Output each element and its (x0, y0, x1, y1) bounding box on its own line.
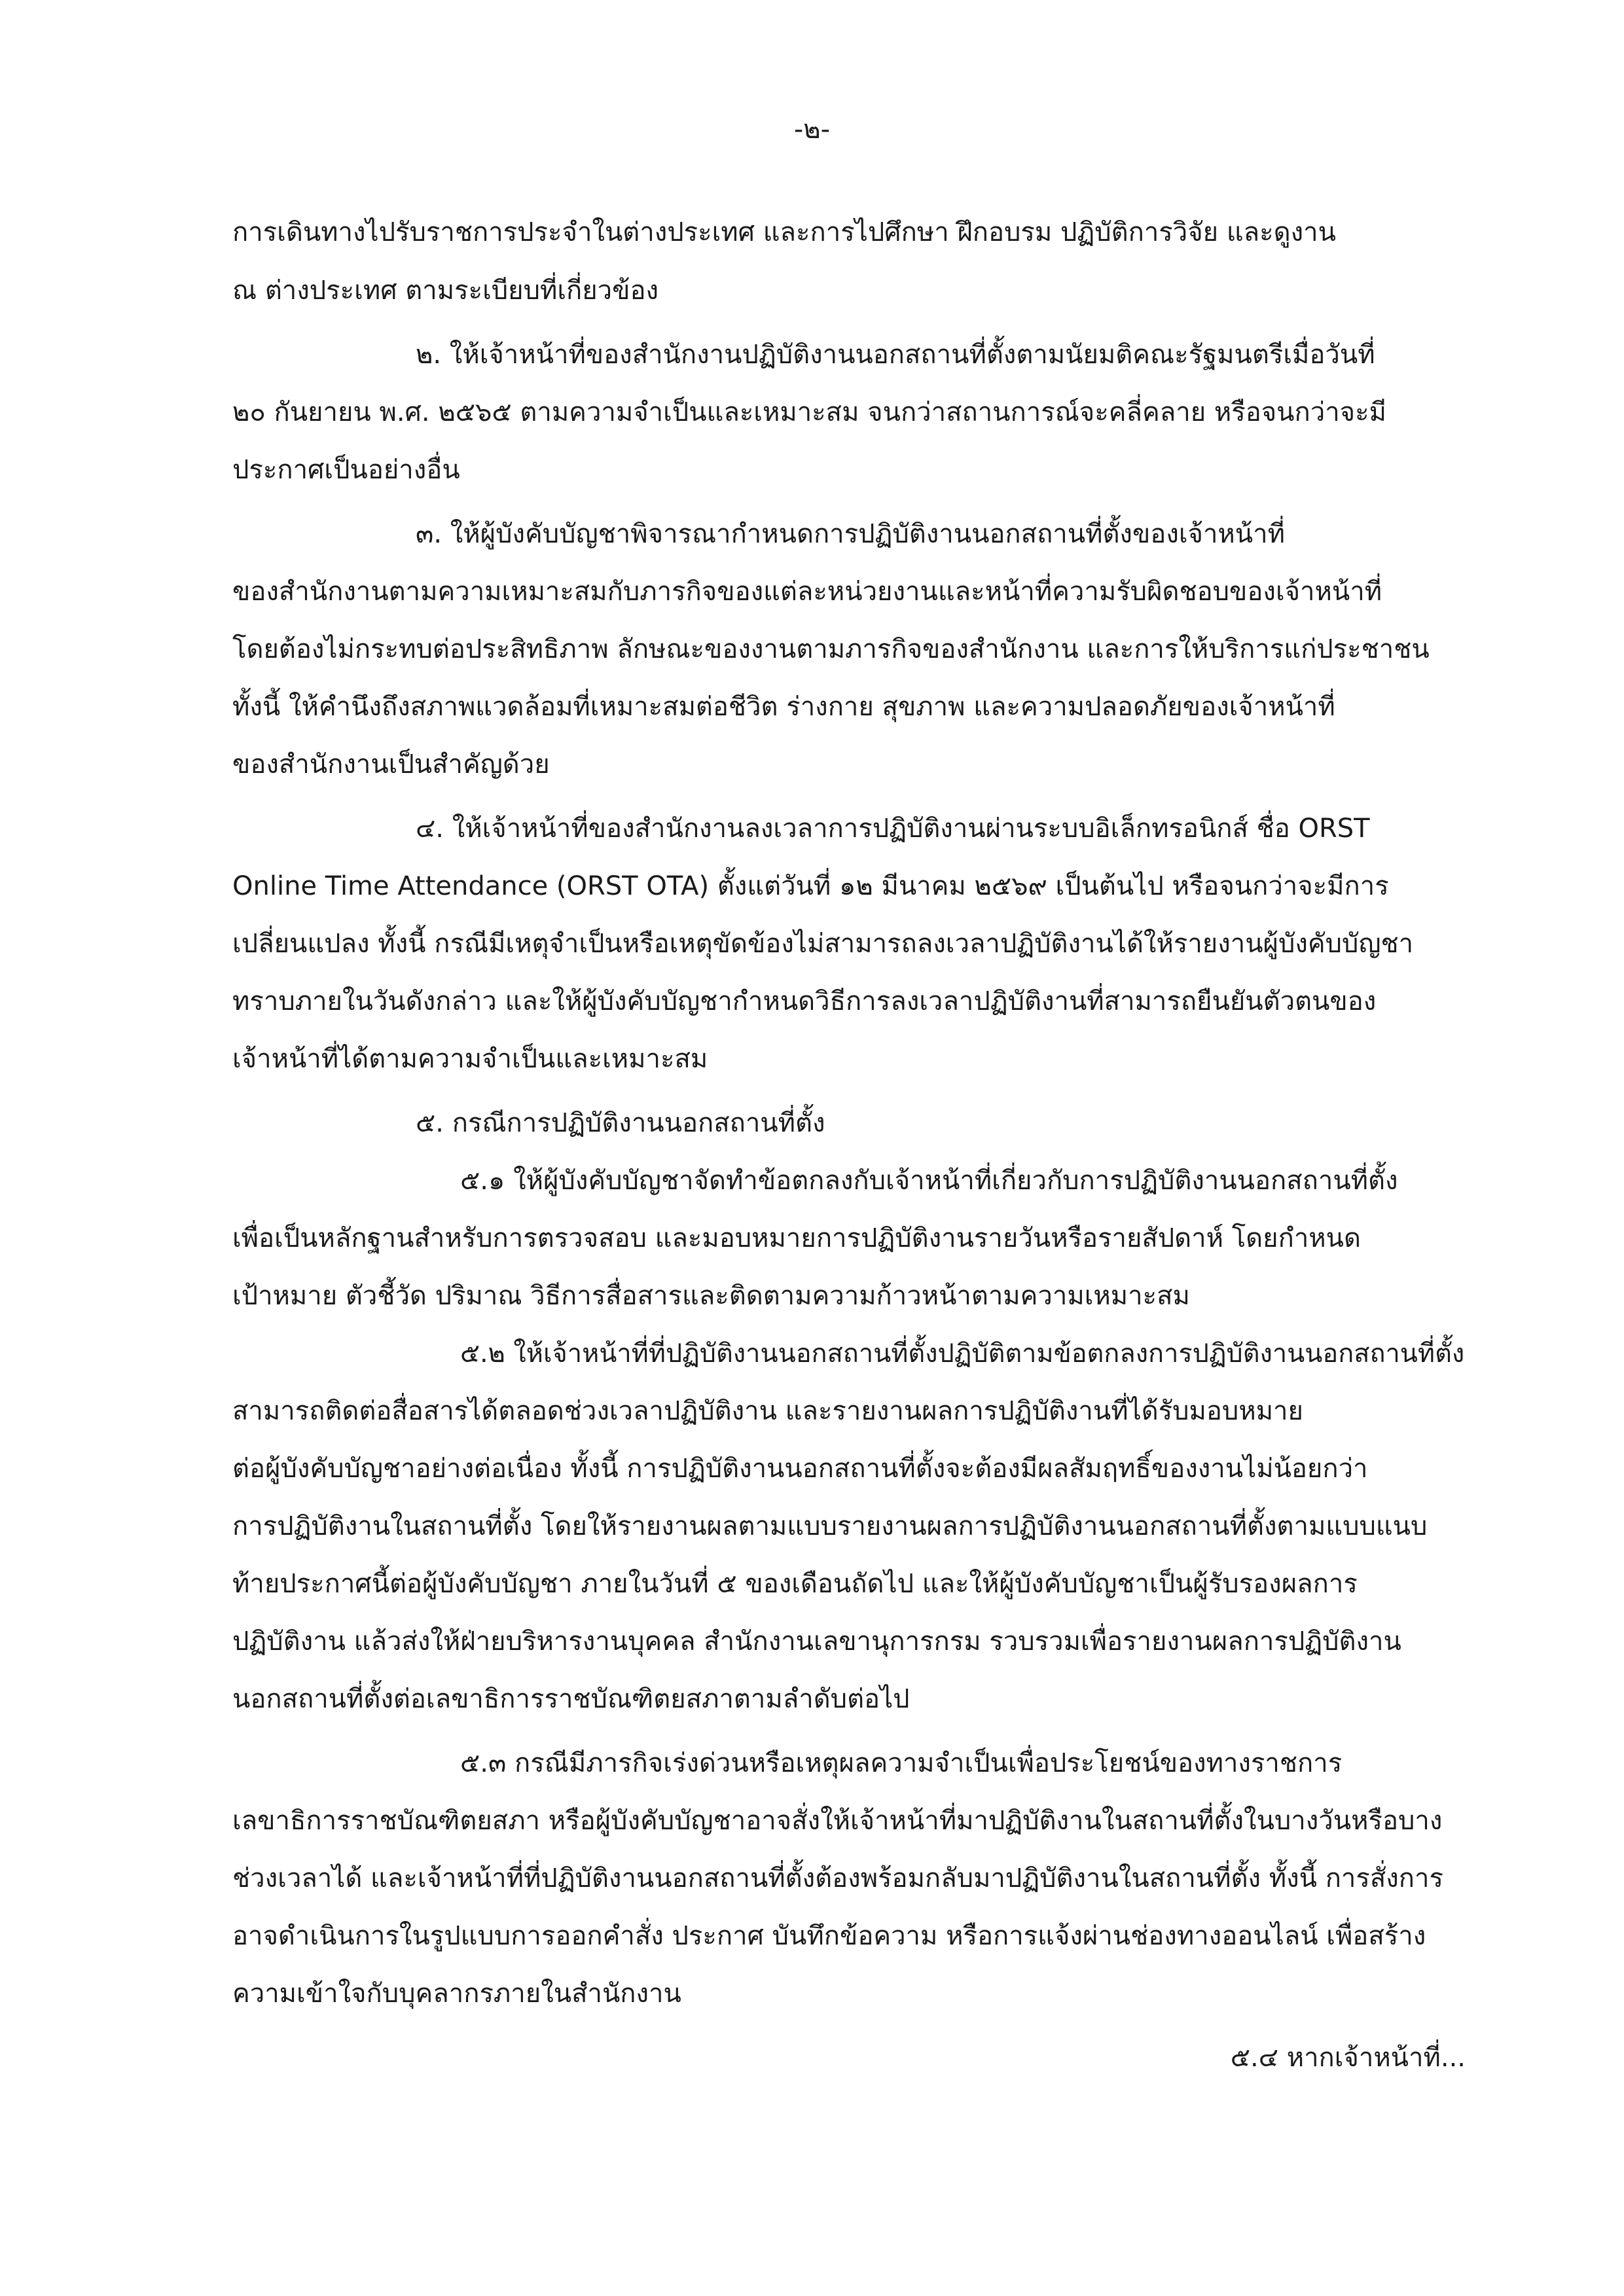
continuation-marker: ๕.๔ หากเจ้าหน้าที่... (1230, 2043, 1466, 2073)
paragraph-line: เจ้าหน้าที่ได้ตามความจำเป็นและเหมาะสม (232, 1044, 708, 1074)
paragraph-line: สามารถติดต่อสื่อสารได้ตลอดช่วงเวลาปฏิบัติงาน และรายงานผลการปฏิบัติงานที่ได้รับมอบหมาย (232, 1396, 1303, 1426)
paragraph-line: ๕.๓ กรณีมีภารกิจเร่งด่วนหรือเหตุผลความจำเป็นเพื่อประโยชน์ของทางราชการ (460, 1748, 1343, 1778)
paragraph-line: การปฏิบัติงานในสถานที่ตั้ง โดยให้รายงานผลตามแบบรายงานผลการปฏิบัติงานนอกสถานที่ตั้งตามแบบแนบ (232, 1511, 1428, 1541)
paragraph-line: ๓. ให้ผู้บังคับบัญชาพิจารณากำหนดการปฏิบัติงานนอกสถานที่ตั้งของเจ้าหน้าที่ (416, 519, 1285, 549)
paragraph-line: ช่วงเวลาได้ และเจ้าหน้าที่ที่ปฏิบัติงานนอกสถานที่ตั้งต้องพร้อมกลับมาปฏิบัติงานในสถานที่ตั้ง ทั้งนี้ การสั่งการ (232, 1863, 1443, 1893)
paragraph-line: เป้าหมาย ตัวชี้วัด ปริมาณ วิธีการสื่อสารและติดตามความก้าวหน้าตามความเหมาะสม (232, 1281, 1190, 1311)
paragraph-line: ปฏิบัติงาน แล้วส่งให้ฝ่ายบริหารงานบุคคล สำนักงานเลขานุการกรม รวบรวมเพื่อรายงานผลการปฏิบัติงาน (232, 1626, 1401, 1657)
paragraph-line: ทั้งนี้ ให้คำนึงถึงสภาพแวดล้อมที่เหมาะสมต่อชีวิต ร่างกาย สุขภาพ และความปลอดภัยของเจ้าหน้าที่ (232, 692, 1335, 722)
paragraph-line: Online Time Attendance (ORST OTA) ตั้งแต่วันที่ ๑๒ มีนาคม ๒๕๖๙ เป็นต้นไป หรือจนกว่าจะมีการ (232, 871, 1389, 901)
paragraph-line: ความเข้าใจกับบุคลากรภายในสำนักงาน (232, 1979, 681, 2009)
section-heading: ๕. กรณีการปฏิบัติงานนอกสถานที่ตั้ง (416, 1108, 825, 1138)
paragraph-line: ๒๐ กันยายน พ.ศ. ๒๕๖๕ ตามความจำเป็นและเหมาะสม จนกว่าสถานการณ์จะคลี่คลาย หรือจนกว่าจะมี (232, 397, 1386, 427)
paragraph-line: ๕.๒ ให้เจ้าหน้าที่ที่ปฏิบัติงานนอกสถานที่ตั้งปฏิบัติตามข้อตกลงการปฏิบัติงานนอกสถานที่ตั้ง (460, 1338, 1465, 1369)
paragraph-line: อาจดำเนินการในรูปแบบการออกคำสั่ง ประกาศ บันทึกข้อความ หรือการแจ้งผ่านช่องทางออนไลน์ เพื่อสร้าง (232, 1921, 1426, 1951)
paragraph-line: ต่อผู้บังคับบัญชาอย่างต่อเนื่อง ทั้งนี้ การปฏิบัติงานนอกสถานที่ตั้งจะต้องมีผลสัมฤทธิ์ของงานไม่น้อยกว่า (232, 1454, 1368, 1484)
paragraph-line: เปลี่ยนแปลง ทั้งนี้ กรณีมีเหตุจำเป็นหรือเหตุขัดข้องไม่สามารถลงเวลาปฏิบัติงานได้ให้รายงานผู้บังคับบัญชา (232, 929, 1414, 959)
paragraph-line: ๒. ให้เจ้าหน้าที่ของสำนักงานปฏิบัติงานนอกสถานที่ตั้งตามนัยมติคณะรัฐมนตรีเมื่อวันที่ (416, 340, 1375, 370)
paragraph-line: การเดินทางไปรับราชการประจำในต่างประเทศ และการไปศึกษา ฝึกอบรม ปฏิบัติการวิจัย และดูงาน (232, 217, 1336, 247)
paragraph-line: นอกสถานที่ตั้งต่อเลขาธิการราชบัณฑิตยสภาตามลำดับต่อไป (232, 1684, 910, 1714)
paragraph-line: ๔. ให้เจ้าหน้าที่ของสำนักงานลงเวลาการปฏิบัติงานผ่านระบบอิเล็กทรอนิกส์ ชื่อ ORST (416, 814, 1370, 844)
paragraph-line: ณ ต่างประเทศ ตามระเบียบที่เกี่ยวข้อง (232, 276, 659, 306)
paragraph-line: ท้ายประกาศนี้ต่อผู้บังคับบัญชา ภายในวันที่ ๕ ของเดือนถัดไป และให้ผู้บังคับบัญชาเป็นผู้รับรองผลการ (232, 1569, 1358, 1599)
paragraph-line: ของสำนักงานตามความเหมาะสมกับภารกิจของแต่ละหน่วยงานและหน้าที่ความรับผิดชอบของเจ้าหน้าที่ (232, 577, 1382, 607)
page-number: -๒- (793, 115, 831, 145)
paragraph-line: เพื่อเป็นหลักฐานสำหรับการตรวจสอบ และมอบหมายการปฏิบัติงานรายวันหรือรายสัปดาห์ โดยกำหนด (232, 1223, 1361, 1253)
paragraph-line: เลขาธิการราชบัณฑิตยสภา หรือผู้บังคับบัญชาอาจสั่งให้เจ้าหน้าที่มาปฏิบัติงานในสถานที่ตั้งในบางวันหรือบาง (232, 1806, 1443, 1836)
paragraph-line: โดยต้องไม่กระทบต่อประสิทธิภาพ ลักษณะของงานตามภารกิจของสำนักงาน และการให้บริการแก่ประชาชน (232, 634, 1430, 664)
paragraph-line: ทราบภายในวันดังกล่าว และให้ผู้บังคับบัญชากำหนดวิธีการลงเวลาปฏิบัติงานที่สามารถยืนยันตัวตนของ (232, 986, 1377, 1016)
paragraph-line: ประกาศเป็นอย่างอื่น (232, 455, 460, 485)
paragraph-line: ของสำนักงานเป็นสำคัญด้วย (232, 749, 550, 780)
paragraph-line: ๕.๑ ให้ผู้บังคับบัญชาจัดทำข้อตกลงกับเจ้าหน้าที่เกี่ยวกับการปฏิบัติงานนอกสถานที่ตั้ง (460, 1166, 1398, 1196)
